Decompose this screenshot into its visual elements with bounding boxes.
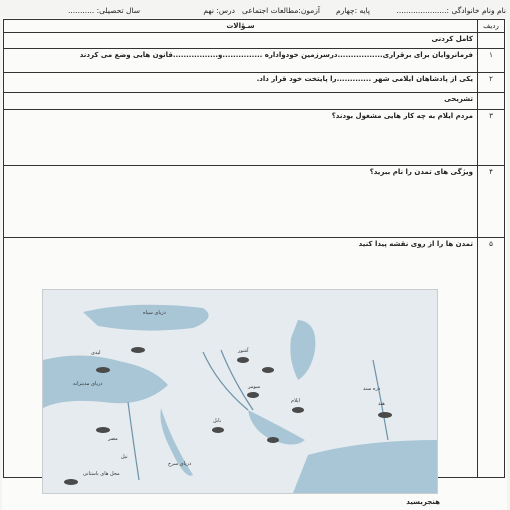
map-label: نیل <box>121 454 128 460</box>
question-4: ویژگی های تمدن را نام ببرید؟ <box>4 166 478 238</box>
question-number: ۴ <box>478 166 505 238</box>
question-number: ۳ <box>478 110 505 166</box>
question-number: ۵ <box>478 238 505 478</box>
map-label: آشور <box>238 348 249 354</box>
map-label: محل های باستانی <box>83 471 120 477</box>
exam-header <box>0 4 510 18</box>
section-descriptive-title: تشریحی <box>4 93 478 110</box>
footer-text: هنجربسید <box>406 498 440 506</box>
year-label: سال تحصیلی: ........... <box>68 6 140 15</box>
question-2: یکی از پادشاهان ایلامی شهر .............را پایتخت خود قرار داد. <box>4 73 478 93</box>
map-graphic <box>43 290 437 493</box>
map-label: دریای سیاه <box>143 310 166 316</box>
map-label: دریای مدیترانه <box>73 381 103 387</box>
question-1: فرمانروایان برای برقراری.................درسرزمین خودواداره ...............و.................قانون هایی وضع می کردند <box>4 49 478 73</box>
question-number: ۲ <box>478 73 505 93</box>
question-3: مردم ایلام به چه کار هایی مشغول بودند؟ <box>4 110 478 166</box>
map-label: هند <box>378 401 385 407</box>
map-label: مصر <box>108 436 118 442</box>
map-label: ایلام <box>291 398 300 404</box>
map-label: سومر <box>248 384 261 390</box>
exam-label: آزمون:مطالعات اجتماعی <box>241 6 320 15</box>
map-label: دریای سرخ <box>168 461 192 467</box>
map-label: لیدی <box>91 350 101 356</box>
grade-label: پایه :چهارم <box>335 6 370 15</box>
section-fill-title: کامل کردنی <box>4 33 478 49</box>
questions-header: سـؤالات <box>4 20 478 33</box>
name-label: نام ونام خانوادگی :..................... <box>396 6 506 15</box>
map-label: دره سند <box>363 386 381 392</box>
question-number: ۱ <box>478 49 505 73</box>
question-5: تمدن ها را از روی نقشه پیدا کنید <box>4 238 478 478</box>
lesson-label: درس: نهم <box>203 6 235 15</box>
civilization-map <box>42 289 438 494</box>
map-label: بابل <box>213 418 222 424</box>
row-header: ردیف <box>478 20 505 33</box>
